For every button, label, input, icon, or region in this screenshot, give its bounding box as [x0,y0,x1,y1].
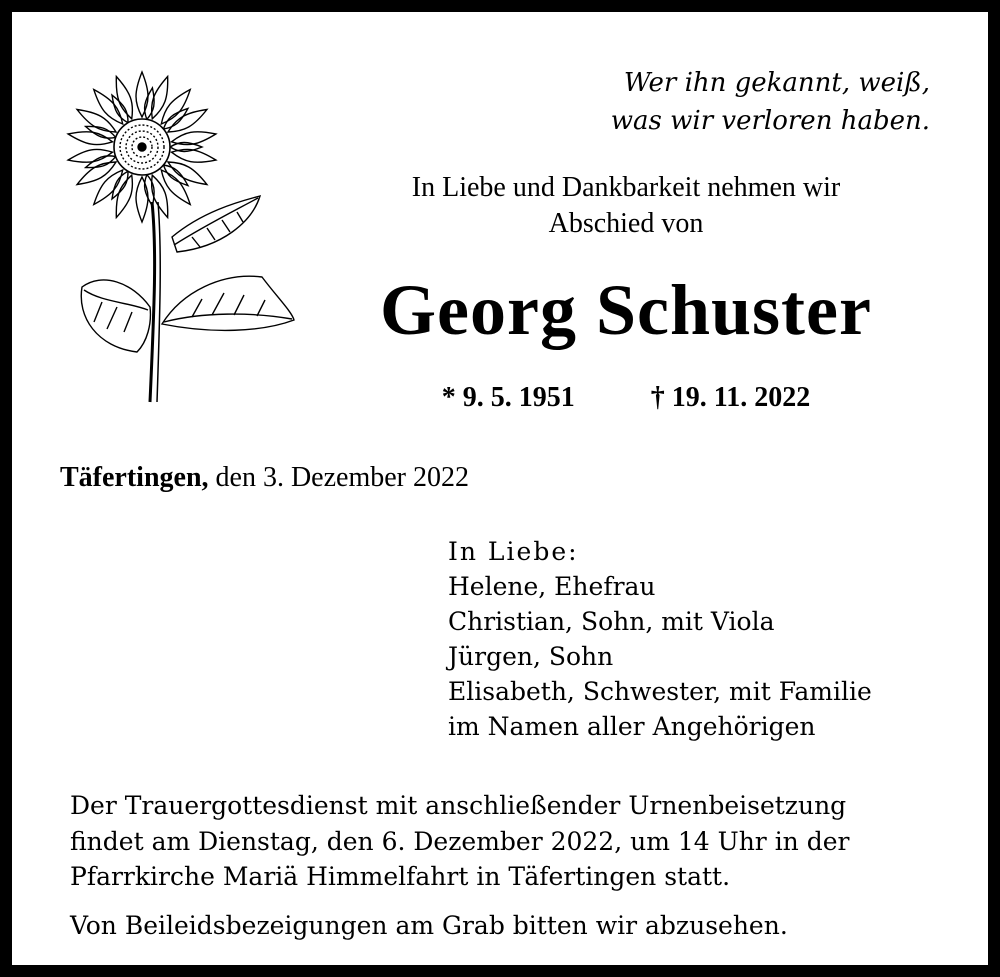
family-member: im Namen aller Angehörigen [448,712,816,741]
sunflower-icon [62,62,302,412]
family-member: Elisabeth, Schwester, mit Familie [448,677,872,706]
motto-line-2: was wir verloren haben. [610,106,930,136]
birth-date: * 9. 5. 1951 [441,382,575,413]
family-list [448,534,872,744]
closing-request: Von Beileidsbezeigungen am Grab bitten wir abzusehen. [70,911,788,940]
family-member: Christian, Sohn, mit Viola [448,607,775,636]
intro-text [312,170,940,242]
family-member: Helene, Ehefrau [448,572,656,601]
motto-line-1: Wer ihn gekannt, weiß, [623,68,930,98]
deceased-name: Georg Schuster [380,270,872,350]
family-heading: In Liebe: [448,537,579,566]
service-notice-line-1: Der Trauergottesdienst mit anschließender Urnenbeisetzung [70,791,847,820]
motto-quote [510,64,930,140]
death-date: † 19. 11. 2022 [650,382,811,413]
notice-date: den 3. Dezember 2022 [208,462,469,493]
intro-line-2: Abschied von [548,208,704,239]
service-notice-line-2: findet am Dienstag, den 6. Dezember 2022, um 14 Uhr in der [70,826,850,856]
intro-line-1: In Liebe und Dankbarkeit nehmen wir [411,172,841,203]
family-member: Jürgen, Sohn [448,642,614,671]
place-and-date [60,460,469,496]
service-notice-line-3: Pfarrkirche Mariä Himmelfahrt in Täfertingen statt. [70,862,731,891]
place-name: Täfertingen, [60,462,209,493]
life-dates [312,380,940,416]
service-notice [70,788,970,895]
